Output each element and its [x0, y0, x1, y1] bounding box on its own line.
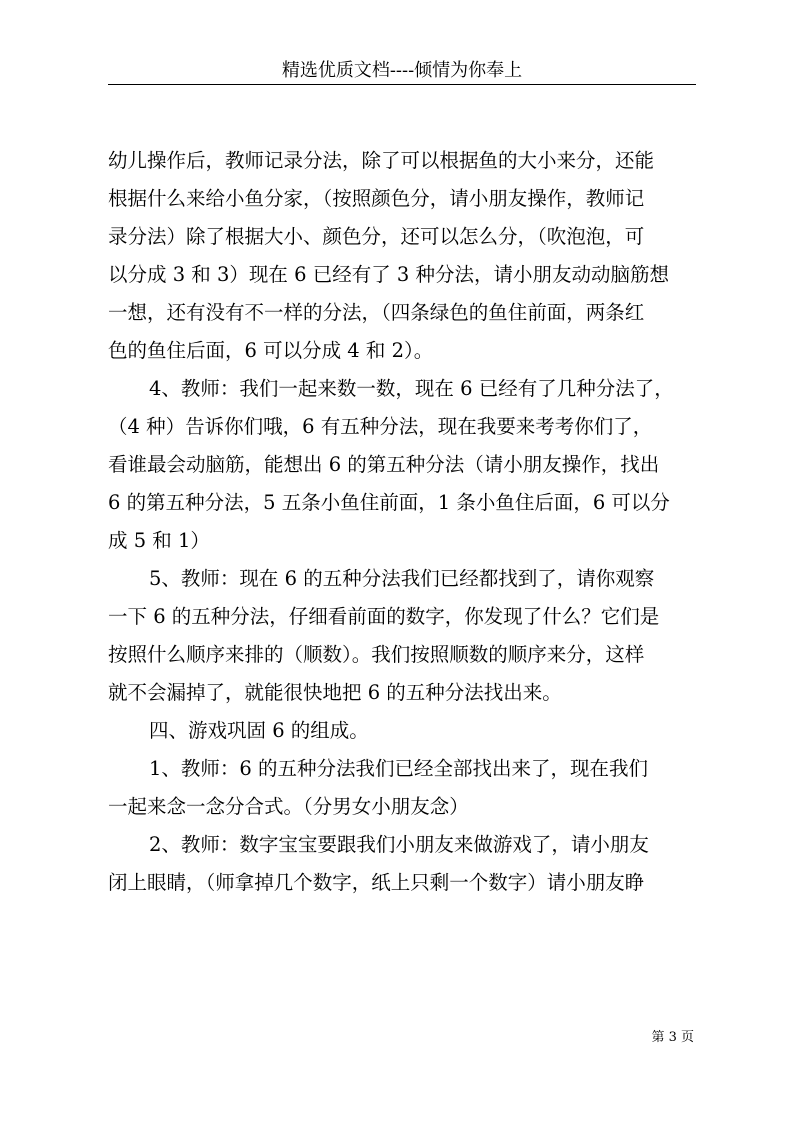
text-line: 6 的第五种分法，5 五条小鱼住前面，1 条小鱼住后面，6 可以分	[108, 491, 670, 514]
text-line: 看谁最会动脑筋，能想出 6 的第五种分法（请小朋友操作，找出	[108, 453, 660, 476]
text-line: 一想，还有没有不一样的分法，（四条绿色的鱼住前面，两条红	[108, 301, 645, 324]
text-line: 以分成 3 和 3）现在 6 已经有了 3 种分法，请小朋友动动脑筋想	[108, 263, 670, 286]
text-line: 一下 6 的五种分法，仔细看前面的数字，你发现了什么？它们是	[108, 605, 660, 628]
header-title: 精选优质文档----倾情为你奉上	[281, 60, 523, 81]
page-number: 第 3 页	[651, 1030, 694, 1045]
text-line: 幼儿操作后，教师记录分法，除了可以根据鱼的大小来分，还能	[108, 149, 655, 172]
text-line: 1、教师：6 的五种分法我们已经全部找出来了，现在我们	[149, 757, 649, 780]
text-line: 2、教师：数字宝宝要跟我们小朋友来做游戏了，请小朋友	[149, 833, 649, 856]
text-line: 色的鱼住后面，6 可以分成 4 和 2）。	[108, 339, 434, 362]
text-line: 一起来念一念分合式。（分男女小朋友念）	[108, 795, 469, 818]
text-line: 根据什么来给小鱼分家，（按照颜色分，请小朋友操作，教师记	[108, 187, 645, 210]
text-line: 按照什么顺序来排的（顺数）。我们按照顺数的顺序来分，这样	[108, 643, 645, 666]
document-body	[108, 147, 708, 907]
text-line: 录分法）除了根据大小、颜色分，还可以怎么分，（吹泡泡，可	[108, 225, 645, 248]
text-line: 就不会漏掉了，就能很快地把 6 的五种分法找出来。	[108, 681, 562, 704]
text-line: 5、教师：现在 6 的五种分法我们已经都找到了，请你观察	[149, 567, 655, 590]
section-heading: 四、游戏巩固 6 的组成。	[149, 719, 369, 742]
text-line: 4、教师：我们一起来数一数，现在 6 已经有了几种分法了，	[149, 377, 674, 400]
page-header	[108, 60, 696, 85]
text-line: 成 5 和 1）	[108, 529, 210, 552]
text-line: （4 种）告诉你们哦，6 有五种分法，现在我要来考考你们了，	[108, 415, 653, 438]
text-line: 闭上眼睛，（师拿掉几个数字，纸上只剩一个数字）请小朋友睁	[108, 871, 645, 894]
